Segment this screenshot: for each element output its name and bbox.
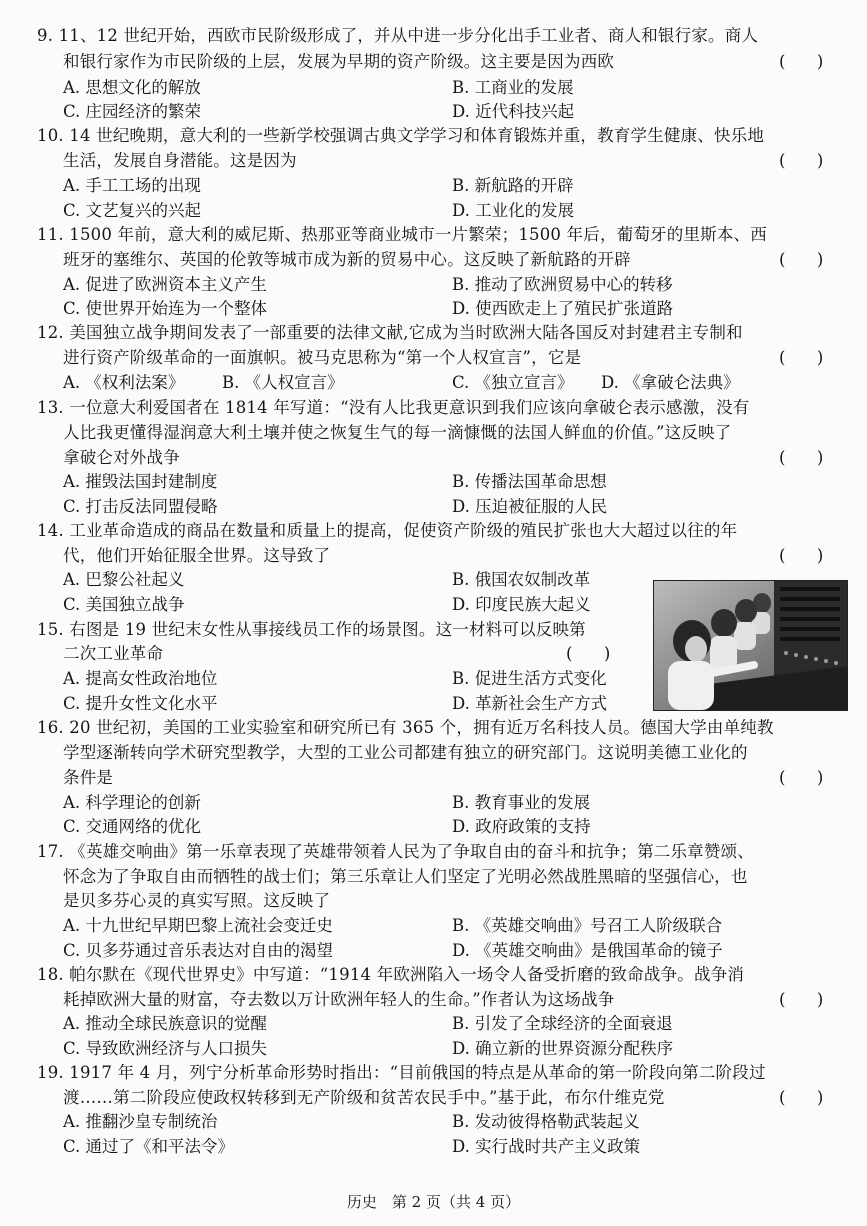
q19-option-a: A. 推翻沙皇专制统治: [63, 1112, 218, 1131]
q14-option-b: B. 俄国农奴制改革: [452, 570, 591, 589]
q13-option-c: C. 打击反法同盟侵略: [63, 497, 218, 516]
q11-option-a: A. 促进了欧洲资本主义产生: [63, 275, 267, 294]
q17-option-b: B. 《英雄交响曲》号召工人阶级联合: [452, 916, 723, 935]
q10-line2: 生活，发展自身潜能。这是因为: [63, 151, 297, 170]
q10-option-c: C. 文艺复兴的兴起: [63, 201, 202, 220]
q15-option-b: B. 促进生活方式变化: [452, 669, 607, 688]
q17-line1: 17. 《英雄交响曲》第一乐章表现了英雄带领着人民为了争取自由的奋斗和抗争；第二乐章赞颂、: [37, 842, 754, 861]
q13-option-a: A. 摧毁法国封建制度: [63, 472, 218, 491]
page-footer: 历史 第 2 页（共 4 页）: [346, 1193, 521, 1211]
q17-option-c: C. 贝多芬通过音乐表达对自由的渴望: [63, 941, 334, 960]
q15-option-d: D. 革新社会生产方式: [452, 694, 608, 713]
q13-option-d: D. 压迫被征服的人民: [452, 497, 608, 516]
q16-option-d: D. 政府政策的支持: [452, 817, 591, 836]
q15-option-c: C. 提升女性文化水平: [63, 694, 218, 713]
q16-line2: 学型逐渐转向学术研究型教学，大型的工业公司都建有独立的研究部门。这说明美德工业化的: [63, 743, 748, 762]
q19-answer-paren: ( ): [779, 1088, 824, 1107]
q9-line1: 9. 11、12 世纪开始，西欧市民阶级形成了，并从中进一步分化出手工业者、商人和银行家。商人: [37, 26, 759, 45]
q12-answer-paren: ( ): [779, 348, 824, 367]
q17-option-a: A. 十九世纪早期巴黎上流社会变迁史: [63, 916, 333, 935]
q9-line2: 和银行家作为市民阶级的上层，发展为早期的资产阶级。这主要是因为西欧: [63, 52, 615, 71]
q12-option-c: C. 《独立宣言》: [452, 373, 574, 392]
q12-option-d: D. 《拿破仑法典》: [601, 373, 740, 392]
q10-option-a: A. 手工工场的出现: [63, 176, 201, 195]
q16-option-c: C. 交通网络的优化: [63, 817, 202, 836]
q19-line2: 渡……第二阶段应使政权转移到无产阶级和贫苦农民手中。”基于此，布尔什维克党: [63, 1088, 665, 1107]
q9-answer-paren: ( ): [779, 52, 824, 71]
q14-answer-paren: ( ): [779, 546, 824, 565]
q19-option-d: D. 实行战时共产主义政策: [452, 1137, 641, 1156]
q11-option-d: D. 使西欧走上了殖民扩张道路: [452, 299, 674, 318]
q12-line2: 进行资产阶级革命的一面旗帜。被马克思称为“第一个人权宣言”，它是: [63, 348, 582, 367]
q12-option-a: A. 《权利法案》: [63, 373, 185, 392]
q19-option-b: B. 发动彼得格勒武装起义: [452, 1112, 640, 1131]
q14-line2: 代，他们开始征服全世界。这导致了: [63, 546, 331, 565]
q18-line1: 18. 帕尔默在《现代世界史》中写道：“1914 年欧洲陷入一场令人备受折磨的致命战争。战争消: [37, 965, 745, 984]
q14-option-a: A. 巴黎公社起义: [63, 570, 185, 589]
q15-option-a: A. 提高女性政治地位: [63, 669, 218, 688]
q12-option-b: B. 《人权宣言》: [222, 373, 344, 392]
q11-line1: 11. 1500 年前，意大利的威尼斯、热那亚等商业城市一片繁荣；1500 年后，葡萄牙的里斯本、西: [37, 225, 767, 244]
q10-line1: 10. 14 世纪晚期，意大利的一些新学校强调古典文学学习和体育锻炼并重，教育学生健康、快乐地: [37, 126, 765, 145]
q17-option-d: D. 《英雄交响曲》是俄国革命的镜子: [452, 941, 723, 960]
q10-option-d: D. 工业化的发展: [452, 201, 575, 220]
q16-option-b: B. 教育事业的发展: [452, 793, 591, 812]
q15-line2: 二次工业革命: [63, 644, 164, 663]
q13-line1: 13. 一位意大利爱国者在 1814 年写道：“没有人比我更意识到我们应该向拿破仑表示感激，没有: [37, 398, 750, 417]
q18-answer-paren: ( ): [779, 990, 824, 1009]
q11-option-c: C. 使世界开始连为一个整体: [63, 299, 268, 318]
q18-option-b: B. 引发了全球经济的全面衰退: [452, 1014, 673, 1033]
q14-line1: 14. 工业革命造成的商品在数量和质量上的提高，促使资产阶级的殖民扩张也大大超过以往的年: [37, 521, 738, 540]
q13-option-b: B. 传播法国革命思想: [452, 472, 607, 491]
q17-line2: 怀念为了争取自由而牺牲的战士们；第三乐章让人们坚定了光明必然战胜黑暗的坚强信心，也: [63, 867, 748, 886]
q19-line1: 19. 1917 年 4 月，列宁分析革命形势时指出：“目前俄国的特点是从革命的第一阶段向第二阶段过: [37, 1063, 766, 1082]
q14-option-c: C. 美国独立战争: [63, 595, 185, 614]
q19-option-c: C. 通过了《和平法令》: [63, 1137, 235, 1156]
q16-line3: 条件是: [63, 768, 114, 787]
q9-option-c: C. 庄园经济的繁荣: [63, 102, 202, 121]
q9-option-a: A. 思想文化的解放: [63, 78, 201, 97]
q9-option-b: B. 工商业的发展: [452, 78, 574, 97]
q18-option-c: C. 导致欧洲经济与人口损失: [63, 1039, 268, 1058]
q13-answer-paren: ( ): [779, 448, 824, 467]
q11-line2: 班牙的塞维尔、英国的伦敦等城市成为新的贸易中心。这反映了新航路的开辟: [63, 250, 631, 269]
q13-line2: 人比我更懂得湿润意大利土壤并使之恢复生气的每一滴慷慨的法国人鲜血的价值。”这反映了: [63, 423, 732, 442]
q16-answer-paren: ( ): [779, 768, 824, 787]
q10-option-b: B. 新航路的开辟: [452, 176, 574, 195]
q11-answer-paren: ( ): [779, 250, 824, 269]
q12-line1: 12. 美国独立战争期间发表了一部重要的法律文献,它成为当时欧洲大陆各国反对封建君主专制和: [37, 323, 743, 342]
q16-option-a: A. 科学理论的创新: [63, 793, 201, 812]
q9-option-d: D. 近代科技兴起: [452, 102, 575, 121]
q14-option-d: D. 印度民族大起义: [452, 595, 591, 614]
q18-option-a: A. 推动全球民族意识的觉醒: [63, 1014, 267, 1033]
q15-answer-paren: ( ): [566, 644, 611, 663]
q13-line3: 拿破仑对外战争: [63, 448, 180, 467]
q11-option-b: B. 推动了欧洲贸易中心的转移: [452, 275, 673, 294]
q18-line2: 耗掉欧洲大量的财富，夺去数以万计欧洲年轻人的生命。”作者认为这场战争: [63, 990, 615, 1009]
q16-line1: 16. 20 世纪初，美国的工业实验室和研究所已有 365 个，拥有近万名科技人员。德国大学由单纯教: [37, 718, 774, 737]
q17-line3: 是贝多芬心灵的真实写照。这反映了: [63, 891, 331, 910]
telephone-operators-photo: [653, 580, 848, 711]
q15-line1: 15. 右图是 19 世纪末女性从事接线员工作的场景图。这一材料可以反映第: [37, 620, 586, 639]
q10-answer-paren: ( ): [779, 151, 824, 170]
q18-option-d: D. 确立新的世界资源分配秩序: [452, 1039, 674, 1058]
